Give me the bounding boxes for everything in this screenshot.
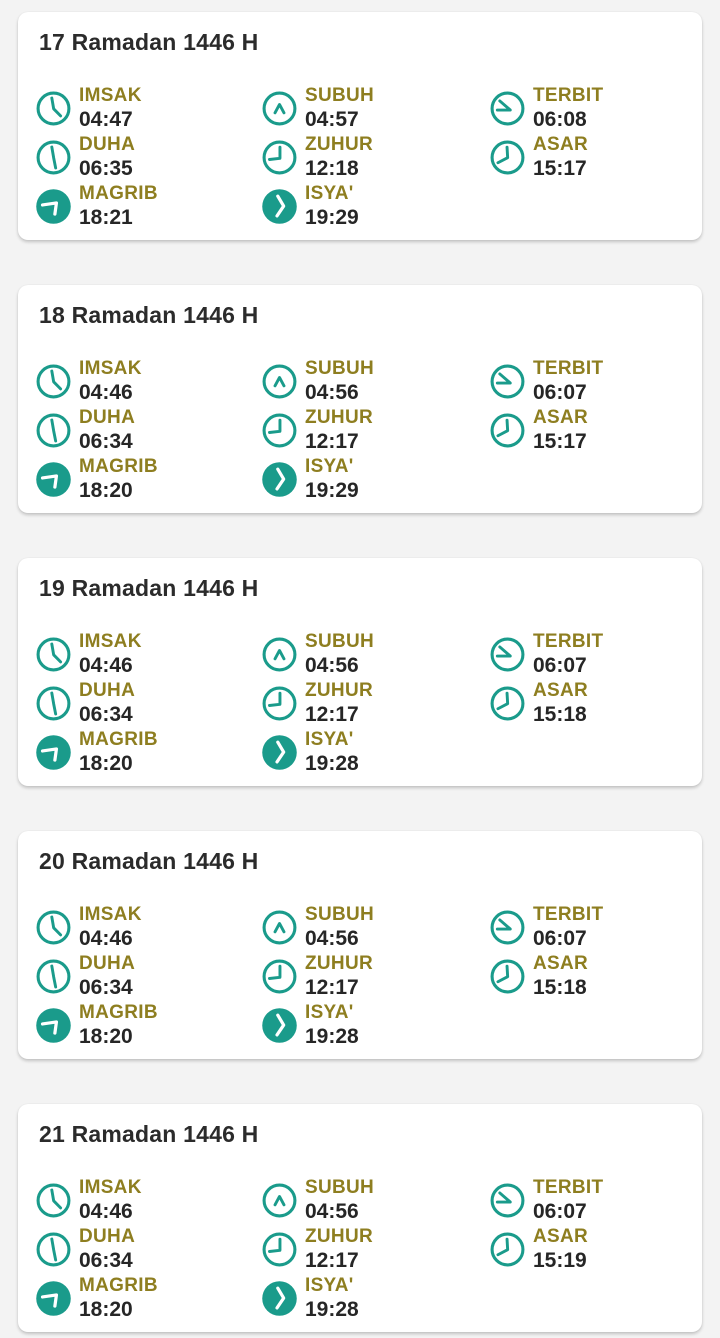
prayer-label: SUBUH	[305, 904, 375, 925]
prayer-label: ZUHUR	[305, 407, 373, 428]
prayer-label: ISYA'	[305, 456, 354, 477]
prayer-item-duha	[35, 679, 261, 728]
prayer-time: 15:18	[533, 703, 587, 726]
subuh-clock-icon	[261, 909, 298, 946]
prayer-text	[533, 134, 588, 181]
magrib-clock-icon	[35, 734, 72, 771]
prayer-time: 18:20	[79, 1298, 133, 1321]
prayer-label: TERBIT	[533, 631, 604, 652]
prayer-item-subuh	[261, 903, 489, 952]
prayer-item-terbit	[489, 84, 686, 133]
prayer-text	[305, 680, 373, 727]
prayer-text	[305, 729, 359, 776]
prayer-time: 19:28	[305, 752, 359, 775]
prayer-label: MAGRIB	[79, 1002, 158, 1023]
duha-clock-icon	[35, 685, 72, 722]
magrib-clock-icon	[35, 1007, 72, 1044]
prayer-grid	[35, 84, 686, 231]
prayer-text	[533, 1177, 603, 1224]
prayer-grid	[35, 903, 686, 1050]
prayer-label: ASAR	[533, 407, 589, 428]
prayer-time: 06:07	[533, 927, 587, 950]
prayer-time: 04:46	[79, 381, 133, 404]
prayer-item-subuh	[261, 84, 489, 133]
prayer-label: TERBIT	[533, 85, 604, 106]
prayer-label: MAGRIB	[79, 183, 158, 204]
zuhur-clock-icon	[261, 958, 298, 995]
terbit-clock-icon	[489, 363, 526, 400]
prayer-item-duha	[35, 1225, 261, 1274]
prayer-time: 12:17	[305, 703, 359, 726]
imsak-clock-icon	[35, 909, 72, 946]
prayer-item-duha	[35, 952, 261, 1001]
prayer-text	[533, 631, 603, 678]
prayer-text	[305, 1177, 374, 1224]
prayer-text	[79, 1226, 135, 1273]
prayer-grid	[35, 630, 686, 777]
prayer-time: 06:08	[533, 108, 587, 131]
prayer-text	[305, 183, 359, 230]
prayer-label: TERBIT	[533, 358, 604, 379]
prayer-item-asar	[489, 1225, 686, 1274]
prayer-time: 04:46	[79, 654, 133, 677]
prayer-label: DUHA	[79, 1226, 136, 1247]
prayer-item-subuh	[261, 1176, 489, 1225]
magrib-clock-icon	[35, 1280, 72, 1317]
prayer-label: SUBUH	[305, 1177, 375, 1198]
prayer-item-asar	[489, 679, 686, 728]
prayer-time: 15:17	[533, 430, 587, 453]
prayer-time: 18:20	[79, 752, 133, 775]
prayer-text	[305, 1226, 373, 1273]
imsak-clock-icon	[35, 90, 72, 127]
prayer-label: MAGRIB	[79, 1275, 158, 1296]
prayer-item-imsak	[35, 630, 261, 679]
magrib-clock-icon	[35, 461, 72, 498]
prayer-text	[533, 358, 603, 405]
card-title: 17 Ramadan 1446 H	[39, 29, 259, 55]
prayer-item-duha	[35, 406, 261, 455]
prayer-label: MAGRIB	[79, 456, 158, 477]
prayer-text	[305, 1002, 359, 1049]
prayer-item-zuhur	[261, 406, 489, 455]
magrib-clock-icon	[35, 188, 72, 225]
prayer-time: 12:17	[305, 976, 359, 999]
prayer-time: 04:56	[305, 654, 359, 677]
zuhur-clock-icon	[261, 685, 298, 722]
asar-clock-icon	[489, 958, 526, 995]
prayer-item-magrib	[35, 1274, 261, 1323]
prayer-label: ASAR	[533, 953, 589, 974]
prayer-item-imsak	[35, 84, 261, 133]
asar-clock-icon	[489, 139, 526, 176]
prayer-label: IMSAK	[79, 1177, 142, 1198]
prayer-time: 04:56	[305, 1200, 359, 1223]
prayer-item-imsak	[35, 1176, 261, 1225]
prayer-label: MAGRIB	[79, 729, 158, 750]
prayer-item-subuh	[261, 630, 489, 679]
terbit-clock-icon	[489, 909, 526, 946]
prayer-label: DUHA	[79, 407, 136, 428]
prayer-label: ZUHUR	[305, 1226, 373, 1247]
prayer-text	[79, 456, 158, 503]
asar-clock-icon	[489, 1231, 526, 1268]
prayer-time: 04:56	[305, 381, 359, 404]
prayer-text	[533, 1226, 588, 1273]
prayer-time: 19:28	[305, 1025, 359, 1048]
prayer-time: 06:34	[79, 976, 133, 999]
subuh-clock-icon	[261, 1182, 298, 1219]
prayer-label: IMSAK	[79, 631, 142, 652]
prayer-time: 04:46	[79, 927, 133, 950]
prayer-label: ISYA'	[305, 729, 354, 750]
prayer-time: 12:18	[305, 157, 359, 180]
isya-clock-icon	[261, 1007, 298, 1044]
prayer-label: ISYA'	[305, 183, 354, 204]
prayer-time: 19:29	[305, 206, 359, 229]
prayer-item-terbit	[489, 903, 686, 952]
prayer-time: 15:18	[533, 976, 587, 999]
prayer-item-zuhur	[261, 1225, 489, 1274]
prayer-label: IMSAK	[79, 904, 142, 925]
prayer-text	[79, 183, 158, 230]
subuh-clock-icon	[261, 636, 298, 673]
prayer-text	[533, 680, 588, 727]
zuhur-clock-icon	[261, 412, 298, 449]
prayer-label: ZUHUR	[305, 680, 373, 701]
subuh-clock-icon	[261, 90, 298, 127]
day-card-19-ramadan	[18, 558, 702, 786]
prayer-time: 06:07	[533, 381, 587, 404]
prayer-time: 18:21	[79, 206, 133, 229]
prayer-text	[79, 358, 142, 405]
prayer-item-terbit	[489, 630, 686, 679]
duha-clock-icon	[35, 958, 72, 995]
prayer-item-asar	[489, 133, 686, 182]
prayer-item-imsak	[35, 357, 261, 406]
prayer-text	[533, 407, 588, 454]
prayer-item-subuh	[261, 357, 489, 406]
prayer-text	[79, 953, 135, 1000]
prayer-time: 06:34	[79, 430, 133, 453]
prayer-item-duha	[35, 133, 261, 182]
imsak-clock-icon	[35, 636, 72, 673]
prayer-item-zuhur	[261, 133, 489, 182]
prayer-text	[305, 407, 373, 454]
prayer-time: 18:20	[79, 479, 133, 502]
subuh-clock-icon	[261, 363, 298, 400]
prayer-text	[79, 1002, 158, 1049]
prayer-text	[305, 904, 374, 951]
card-title: 20 Ramadan 1446 H	[39, 848, 259, 874]
prayer-time: 19:28	[305, 1298, 359, 1321]
duha-clock-icon	[35, 139, 72, 176]
prayer-text	[79, 680, 135, 727]
prayer-label: SUBUH	[305, 631, 375, 652]
prayer-item-magrib	[35, 1001, 261, 1050]
imsak-clock-icon	[35, 363, 72, 400]
prayer-time: 12:17	[305, 430, 359, 453]
card-title: 21 Ramadan 1446 H	[39, 1121, 259, 1147]
isya-clock-icon	[261, 461, 298, 498]
prayer-label: ZUHUR	[305, 134, 373, 155]
prayer-item-terbit	[489, 357, 686, 406]
prayer-time: 12:17	[305, 1249, 359, 1272]
prayer-time: 04:46	[79, 1200, 133, 1223]
prayer-text	[305, 456, 359, 503]
terbit-clock-icon	[489, 90, 526, 127]
prayer-label: TERBIT	[533, 1177, 604, 1198]
prayer-item-isya	[261, 1001, 489, 1050]
prayer-text	[305, 1275, 359, 1322]
day-card-21-ramadan	[18, 1104, 702, 1332]
prayer-time: 06:34	[79, 703, 133, 726]
prayer-item-magrib	[35, 182, 261, 231]
prayer-item-isya	[261, 182, 489, 231]
prayer-text	[533, 953, 588, 1000]
card-title: 18 Ramadan 1446 H	[39, 302, 259, 328]
prayer-item-zuhur	[261, 679, 489, 728]
prayer-label: SUBUH	[305, 85, 375, 106]
duha-clock-icon	[35, 412, 72, 449]
prayer-text	[305, 631, 374, 678]
prayer-label: IMSAK	[79, 85, 142, 106]
prayer-item-zuhur	[261, 952, 489, 1001]
prayer-label: ZUHUR	[305, 953, 373, 974]
prayer-label: ISYA'	[305, 1002, 354, 1023]
prayer-text	[533, 85, 603, 132]
prayer-text	[79, 134, 135, 181]
prayer-label: DUHA	[79, 134, 136, 155]
prayer-grid	[35, 1176, 686, 1323]
prayer-label: SUBUH	[305, 358, 375, 379]
prayer-text	[79, 1275, 158, 1322]
prayer-item-isya	[261, 455, 489, 504]
prayer-time: 18:20	[79, 1025, 133, 1048]
prayer-item-magrib	[35, 455, 261, 504]
day-card-20-ramadan	[18, 831, 702, 1059]
prayer-label: DUHA	[79, 680, 136, 701]
prayer-text	[533, 904, 603, 951]
prayer-text	[305, 953, 373, 1000]
prayer-text	[305, 358, 374, 405]
prayer-text	[79, 407, 135, 454]
card-title: 19 Ramadan 1446 H	[39, 575, 259, 601]
prayer-text	[305, 134, 373, 181]
asar-clock-icon	[489, 412, 526, 449]
terbit-clock-icon	[489, 1182, 526, 1219]
prayer-time: 04:56	[305, 927, 359, 950]
prayer-grid	[35, 357, 686, 504]
duha-clock-icon	[35, 1231, 72, 1268]
prayer-time: 06:07	[533, 1200, 587, 1223]
prayer-time: 15:19	[533, 1249, 587, 1272]
prayer-text	[79, 631, 142, 678]
isya-clock-icon	[261, 1280, 298, 1317]
isya-clock-icon	[261, 188, 298, 225]
prayer-item-asar	[489, 406, 686, 455]
prayer-item-isya	[261, 728, 489, 777]
terbit-clock-icon	[489, 636, 526, 673]
prayer-label: ISYA'	[305, 1275, 354, 1296]
prayer-label: TERBIT	[533, 904, 604, 925]
prayer-time: 06:07	[533, 654, 587, 677]
isya-clock-icon	[261, 734, 298, 771]
prayer-label: ASAR	[533, 680, 589, 701]
zuhur-clock-icon	[261, 1231, 298, 1268]
asar-clock-icon	[489, 685, 526, 722]
day-card-17-ramadan	[18, 12, 702, 240]
prayer-label: DUHA	[79, 953, 136, 974]
prayer-text	[79, 904, 142, 951]
prayer-label: ASAR	[533, 134, 589, 155]
imsak-clock-icon	[35, 1182, 72, 1219]
day-card-18-ramadan	[18, 285, 702, 513]
prayer-item-magrib	[35, 728, 261, 777]
prayer-item-asar	[489, 952, 686, 1001]
prayer-time: 06:35	[79, 157, 133, 180]
prayer-text	[79, 1177, 142, 1224]
prayer-time: 15:17	[533, 157, 587, 180]
prayer-time: 06:34	[79, 1249, 133, 1272]
prayer-label: IMSAK	[79, 358, 142, 379]
prayer-label: ASAR	[533, 1226, 589, 1247]
prayer-item-isya	[261, 1274, 489, 1323]
prayer-item-imsak	[35, 903, 261, 952]
prayer-time: 04:47	[79, 108, 133, 131]
prayer-item-terbit	[489, 1176, 686, 1225]
prayer-text	[79, 85, 142, 132]
prayer-time: 04:57	[305, 108, 359, 131]
prayer-text	[305, 85, 374, 132]
prayer-text	[79, 729, 158, 776]
prayer-time: 19:29	[305, 479, 359, 502]
zuhur-clock-icon	[261, 139, 298, 176]
